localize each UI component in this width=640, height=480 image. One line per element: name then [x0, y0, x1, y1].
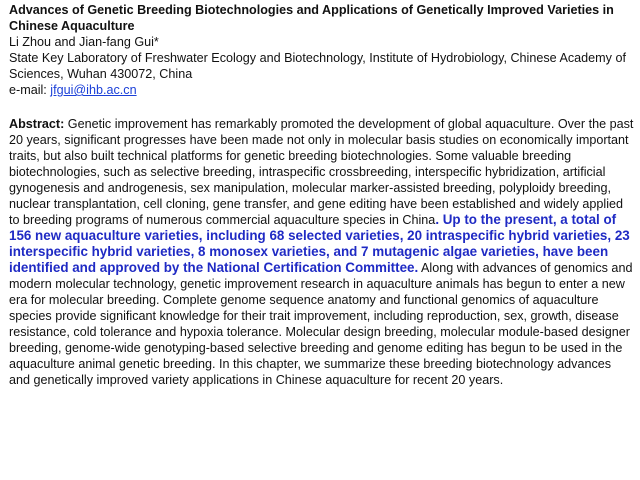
email-line [9, 82, 634, 98]
email-label: e-mail: [9, 83, 51, 97]
email-link[interactable]: jfgui@ihb.ac.cn [50, 83, 137, 97]
abstract-text-after: Along with advances of genomics and modern molecular technology, genetic improvement research in aquaculture animals has begun to enter a new era for molecular breeding. Complete genome sequence anatomy and functional genomics of aquaculture species provide significant knowledge for their trait improvement, including reproduction, sex, growth, disease resistance, cold tolerance and hypoxia tolerance. Molecular design breeding, molecular module-based designer breeding, genome-wide genotyping-based selective breeding and genome editing has begun to be used in the aquaculture animal genetic breeding. In this chapter, we summarize these breeding biotechnology advances and genetically improved variety applications in Chinese aquaculture for recent 20 years. [9, 261, 633, 387]
abstract-text-before: Genetic improvement has remarkably promoted the development of global aquaculture. Over the past 20 years, significant progresses have been made not only in molecular basis studies on economically important traits, but also built technical platforms for genetic breeding biotechnologies. Some valuable breeding biotechnologies, such as selective breeding, intraspecific crossbreeding, interspecific hybridization, artificial gynogenesis and androgenesis, sex manipulation, molecular marker-assisted breeding, polyploidy breeding, nuclear transplantation, cell cloning, gene transfer, and gene editing have been established and widely applied to breeding programs of numerous commercial aquaculture species in China [9, 117, 634, 227]
abstract-label: Abstract: [9, 117, 65, 131]
authors: Li Zhou and Jian-fang Gui* [9, 35, 159, 49]
affiliation: State Key Laboratory of Freshwater Ecology and Biotechnology, Institute of Hydrobiology, Chinese Academy of Sciences, Wuhan 430072, China [9, 51, 626, 81]
abstract [9, 116, 634, 388]
abstract-highlight: . Up to the present, a total of 156 new aquaculture varieties, including 68 selected varieties, 20 intraspecific hybrid varieties, 23 interspecific hybrid varieties, 8 monosex varieties, and 7 mutagenic algae varieties, have been identified and approved by the National Certification Committee. [9, 212, 630, 275]
paper-title: Advances of Genetic Breeding Biotechnologies and Applications of Genetically Improved Varieties in Chinese Aquaculture [9, 3, 614, 33]
